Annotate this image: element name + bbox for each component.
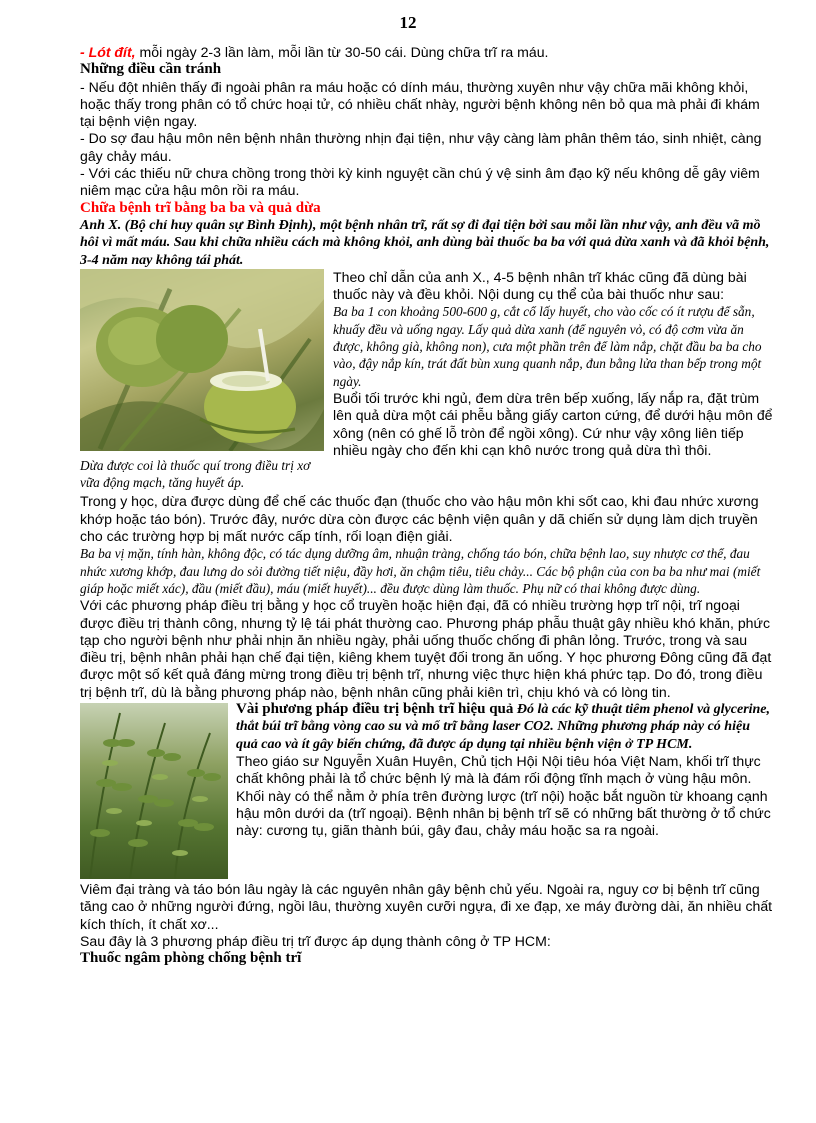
intro-paragraph [80,44,774,61]
hcm-paragraph: Sau đây là 3 phương pháp điều trị trĩ được áp dụng thành công ở TP HCM: [80,932,551,949]
intro-label: - Lót đít, [80,44,136,60]
coconut-heading: Chữa bệnh trĩ bằng ba ba và quả dừa [80,199,321,216]
coconut-figure [80,269,330,492]
herb-photo [80,703,228,879]
coconut-photo [80,269,324,451]
coconut-lead: Anh X. (Bộ chỉ huy quân sự Bình Định), một bệnh nhân trĩ, rất sợ đi đại tiện bởi sau mỗi lần như vậy, anh đều vã mồ hôi vì mất máu. Sau khi chữa nhiều cách mà không khỏi, anh dùng bài thuốc ba ba với quả dừa xanh và đã khỏi bệnh, 3-4 năm nay không tái phát. [80,217,770,268]
avoid-heading: Những điều cần tránh [80,61,222,78]
coconut-medicine: Trong y học, dừa được dùng để chế các thuốc đạn (thuốc cho vào hậu môn khi sốt cao, khi đau nhức xương khớp hoặc táo bón). Trước đây, nước dừa còn được các bệnh viện quân y dã chiến sử dụng làm dịch truyền cho các trường hợp bị mất nước cấp tính, rối loạn điện giải. [80,493,759,545]
avoid-item: - Nếu đột nhiên thấy đi ngoài phân ra máu hoặc có dính máu, thường xuyên như vậy chữa mãi không khỏi, hoặc thấy trong phân có tổ chức hoại tử, có nhiều chất nhày, người bệnh không nên bỏ qua mà phải đi khám tại bệnh viện ngay. [80,78,760,130]
article-column [80,44,774,968]
methods-paragraph: Với các phương pháp điều trị bằng y học cổ truyền hoặc hiện đại, đã có nhiều trường hợp trĩ nội, trĩ ngoại được điều trị thành công, nhưng tỷ lệ tái phát thường cao. Phương pháp phẫu thuật gây nhiều khó khăn, phức tạp cho người bệnh như phải nhịn ăn nhiều ngày, phải uống thuốc chống đi phân lỏng. Trước, trong và sau điều trị, bệnh nhân phải hạn chế đại tiện, kiêng khem tuyệt đối trong ăn uống. Y học phương Đông cũng đã đạt được một số kết quả đáng mừng trong điều trị bệnh trĩ, nhưng việc thực hiện khá phức tạp. Do đó, trong điều trị bệnh trĩ, dù là bằng phương pháp nào, bệnh nhân cũng phải kiên trì, chịu khó và có lòng tin. [80,597,772,700]
coconut-recipe: Ba ba 1 con khoảng 500-600 g, cắt cổ lấy huyết, cho vào cốc có ít rượu để sẵn, khuấy đều và uống ngay. Lấy quả dừa xanh (để nguyên vỏ, có độ cơm vừa ăn được, không già, không non), cưa một phần trên để làm nắp, chặt đầu ba ba cho vào, đậy nắp kín, trát đất bùn xung quanh nắp, đun bằng lửa than bếp trong một ngày. [333,304,762,389]
herb-figure [80,703,232,879]
turtle-paragraph: Ba ba vị mặn, tính hàn, không độc, có tác dụng dưỡng âm, nhuận tràng, chống táo bón, chữa bệnh lao, suy nhược cơ thể, đau nhức xương khớp, đau lưng do sỏi đường tiết niệu, đầy hơi, ăn chậm tiêu, tiêu chảy... Các bộ phận của con ba ba như mai (miết giáp hoặc miết xác), đầu (miết đầu), máu (miết huyết)... đều được dùng làm thuốc. Phụ nữ có thai không được dùng. [80,546,761,596]
coconut-illustration [80,269,324,451]
herb-illustration [80,703,228,879]
soak-heading: Thuốc ngâm phòng chống bệnh trĩ [80,950,302,967]
effective-lead: Đó là các kỹ thuật tiêm phenol và glycerine, thắt búi trĩ bằng vòng cao su và mổ trĩ bằng laser CO2. Những phương pháp này có hiệu quả cao và ít gây biến chứng, đã được áp dụng tại nhiều bệnh viện ở TP HCM. [236,702,771,752]
intro-text: mỗi ngày 2-3 lần làm, mỗi lần từ 30-50 cái. Dùng chữa trĩ ra máu. [135,44,549,60]
avoid-item: - Với các thiếu nữ chưa chồng trong thời kỳ kinh nguyệt cần chú ý vệ sinh âm đạo kỹ nếu không dễ gây viêm niêm mạc cửa hậu môn rồi ra máu. [80,165,760,199]
coconut-caption: Dừa được coi là thuốc quí trong điều trị xơ vữa động mạch, tăng huyết áp. [80,457,311,491]
expert-paragraph: Theo giáo sư Nguyễn Xuân Huyên, Chủ tịch Hội Nội tiêu hóa Việt Nam, khối trĩ thực chất không phải là tổ chức bệnh lý mà là đám rối động tĩnh mạch ở vùng hậu môn. Khối này có thể nằm ở phía trên đường lược (trĩ nội) hoặc bắt nguồn từ khoang cạnh hậu môn dưới da (trĩ ngoại). Bệnh nhân bị bệnh trĩ sẽ có những bất thường ở tổ chức này: cương tụ, giãn thành búi, gây đau, chảy máu hoặc sa ra ngoài. [236,752,771,839]
coconut-intro: Theo chỉ dẫn của anh X., 4-5 bệnh nhân trĩ khác cũng đã dùng bài thuốc này và đều khỏi. Nội dung cụ thể của bài thuốc như sau: [333,268,747,303]
effective-heading: Vài phương pháp điều trị bệnh trĩ hiệu quả [236,701,514,718]
page-number: 12 [399,13,417,32]
avoid-item: - Do sợ đau hậu môn nên bệnh nhân thường nhịn đại tiện, như vậy càng làm phân thêm táo, sinh nhiệt, càng gây chảy máu. [80,130,762,164]
causes-paragraph: Viêm đại tràng và táo bón lâu ngày là các nguyên nhân gây bệnh chủ yếu. Ngoài ra, nguy cơ bị bệnh trĩ cũng tăng cao ở những người đứng, ngồi lâu, thường xuyên cưỡi ngựa, đi xe đạp, xe máy đường dài, ăn nhiều chất kích thích, ít chất xơ... [80,881,773,932]
coconut-steam: Buổi tối trước khi ngủ, đem dừa trên bếp xuống, lấy nắp ra, đặt trùm lên quả dừa một cái phễu bằng giấy carton cứng, để dưới hậu môn để xông (nên có ghế lỗ tròn để ngồi xông). Cứ như vậy xông liên tiếp nhiều ngày cho đến khi cạn khô nước trong quả dừa thì thôi. [333,389,773,458]
